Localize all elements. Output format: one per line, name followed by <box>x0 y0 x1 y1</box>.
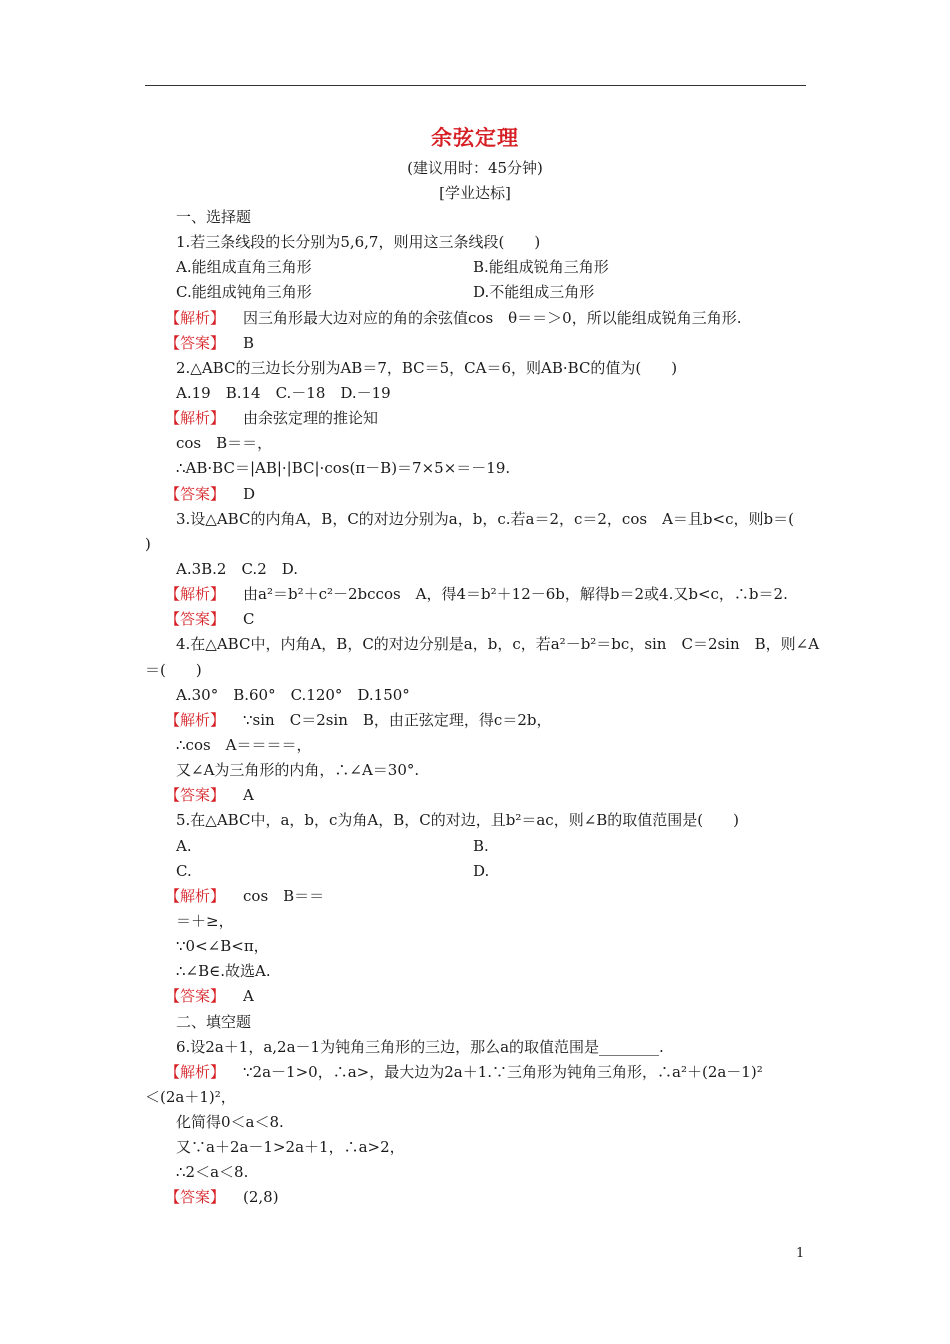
analysis-tag: 【解析】 <box>165 308 226 327</box>
answer-line <box>145 1185 806 1210</box>
analysis-text: cos B＝＝ <box>243 886 325 905</box>
question-2: 2.△ABC的三边长分别为AB＝7，BC＝5，CA＝6，则AB·BC的值为( ) <box>176 358 678 377</box>
option-a: A.能组成直角三角形 <box>176 258 312 277</box>
answer-line <box>145 783 806 808</box>
analysis-text: 因三角形最大边对应的角的余弦值cos θ＝＝＞0，所以能组成锐角三角形. <box>243 308 742 327</box>
answer-line <box>145 331 806 356</box>
page-title: 余弦定理 <box>431 125 519 150</box>
section-heading: 二、填空题 <box>176 1012 252 1031</box>
analysis-text: ∵sin C＝2sin B，由正弦定理，得c＝2b， <box>243 710 552 729</box>
question-5: 5.在△ABC中，a，b，c为角A，B，C的对边，且b²＝ac，则∠B的取值范围是( ) <box>176 811 739 830</box>
analysis-line <box>145 406 806 431</box>
question-3: 3.设△ABC的内角A，B，C的对边分别为a，b，c.若a＝2，c＝2，cos A＝且b<c，则b＝( <box>176 509 794 528</box>
answer-line <box>145 607 806 632</box>
options: A.19 B.14 C.－18 D.－19 <box>176 383 391 402</box>
page-number: 1 <box>796 1246 805 1261</box>
analysis-tag: 【解析】 <box>165 409 226 428</box>
analysis-line <box>145 306 806 331</box>
option-c: C.能组成钝角三角形 <box>176 283 312 302</box>
answer-tag: 【答案】 <box>165 987 226 1006</box>
answer-tag: 【答案】 <box>165 610 226 629</box>
options: A.30° B.60° C.120° D.150° <box>176 685 410 704</box>
answer-tag: 【答案】 <box>165 786 226 805</box>
analysis-text: 化简得0＜a＜8. <box>176 1113 284 1132</box>
level-label: [学业达标] <box>439 184 511 202</box>
question-1: 1.若三条线段的长分别为5,6,7，则用这三条线段( ) <box>176 233 541 252</box>
analysis-text: cos B＝＝， <box>176 434 273 453</box>
answer-text: B <box>243 333 255 352</box>
header-rule <box>145 85 806 86</box>
analysis-text: 又∵a＋2a－1>2a＋1，∴a>2， <box>176 1138 405 1157</box>
answer-tag: 【答案】 <box>165 333 226 352</box>
analysis-tag: 【解析】 <box>165 1062 226 1081</box>
analysis-tag: 【解析】 <box>165 710 226 729</box>
analysis-text: ∴cos A＝＝＝＝， <box>176 735 312 754</box>
suggested-time: (建议用时：45分钟) <box>407 159 543 177</box>
answer-tag: 【答案】 <box>165 1188 226 1207</box>
question-4-wrap: ＝( ) <box>145 660 202 679</box>
question-6: 6.设2a＋1，a,2a－1为钝角三角形的三边，那么a的取值范围是________. <box>176 1037 664 1056</box>
analysis-text: 由a²＝b²＋c²－2bccos A，得4＝b²＋12－6b，解得b＝2或4.又b<c，∴b＝2. <box>243 585 788 604</box>
document-body <box>145 205 820 1211</box>
answer-text: (2,8) <box>243 1188 279 1207</box>
analysis-text: ∴∠B∈.故选A. <box>176 962 271 981</box>
option-row <box>145 859 806 884</box>
option-b: B.能组成锐角三角形 <box>473 258 609 277</box>
answer-text: C <box>243 610 255 629</box>
section-heading: 一、选择题 <box>176 208 252 226</box>
options: A.3B.2 C.2 D. <box>176 559 298 578</box>
option-row <box>145 255 806 280</box>
analysis-text: ∵2a－1>0，∴a>，最大边为2a＋1.∵三角形为钝角三角形，∴a²＋(2a－1)² <box>243 1062 763 1081</box>
option-d: D. <box>473 861 490 880</box>
analysis-tag: 【解析】 <box>165 585 226 604</box>
analysis-text: ∵0<∠B<π， <box>176 937 269 956</box>
analysis-line <box>145 708 806 733</box>
analysis-text: ＝＋≥， <box>176 911 234 930</box>
option-d: D.不能组成三角形 <box>473 283 595 302</box>
analysis-line <box>145 1060 806 1085</box>
analysis-line <box>145 582 806 607</box>
question-4: 4.在△ABC中，内角A，B，C的对边分别是a，b，c，若a²－b²＝bc，sin C＝2sin B，则∠A <box>176 635 820 654</box>
answer-text: A <box>243 987 254 1006</box>
option-row <box>145 280 806 305</box>
answer-line <box>145 984 806 1009</box>
analysis-text: 由余弦定理的推论知 <box>243 409 379 428</box>
answer-text: D <box>243 484 256 503</box>
analysis-text: 又∠A为三角形的内角，∴∠A＝30°. <box>176 761 420 780</box>
answer-line <box>145 482 806 507</box>
answer-text: A <box>243 786 254 805</box>
analysis-text: ∴AB·BC＝|AB|·|BC|·cos(π－B)＝7×5×＝－19. <box>176 459 511 478</box>
analysis-wrap: ＜(2a＋1)²， <box>145 1087 236 1106</box>
analysis-text: ∴2＜a＜8. <box>176 1163 249 1182</box>
option-a: A. <box>176 836 192 855</box>
answer-tag: 【答案】 <box>165 484 226 503</box>
question-3-wrap: ) <box>145 534 151 553</box>
option-b: B. <box>473 836 489 855</box>
option-c: C. <box>176 861 192 880</box>
analysis-tag: 【解析】 <box>165 886 226 905</box>
analysis-line <box>145 884 806 909</box>
option-row <box>145 834 806 859</box>
